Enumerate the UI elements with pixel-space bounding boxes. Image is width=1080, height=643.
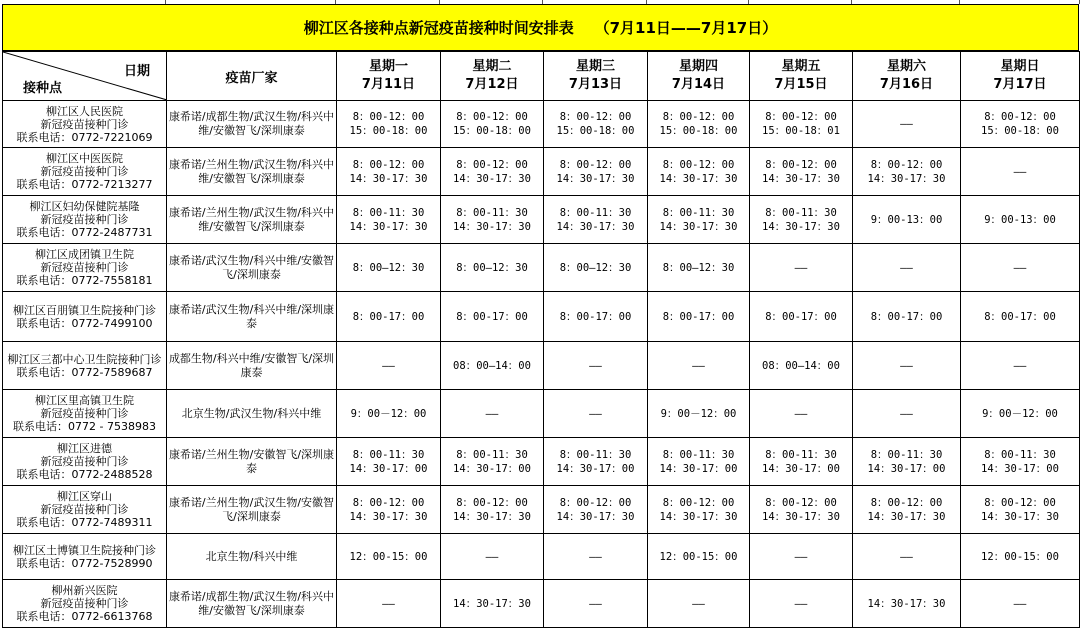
time-cell: 8：00-11：30 14：30-17：30 bbox=[337, 196, 441, 244]
time-cell: 8：00-11：30 14：30-17：00 bbox=[441, 438, 544, 486]
time-cell: —— bbox=[337, 342, 441, 390]
day-header bbox=[750, 52, 853, 101]
corner-site-label: 接种点 bbox=[23, 81, 63, 96]
time-cell: 9：00－12：00 bbox=[648, 390, 750, 438]
time-cell: 9：00-13：00 bbox=[853, 196, 961, 244]
schedule-table bbox=[2, 51, 1080, 628]
site-cell: 柳江区百朋镇卫生院接种门诊 联系电话：0772-7499100 bbox=[3, 292, 167, 342]
time-cell: —— bbox=[853, 101, 961, 148]
time-cell: 12：00-15：00 bbox=[648, 534, 750, 580]
time-cell: 12：00-15：00 bbox=[337, 534, 441, 580]
time-cell: 8：00-12：00 14：30-17：30 bbox=[961, 486, 1080, 534]
time-cell: —— bbox=[648, 342, 750, 390]
corner-date-label: 日期 bbox=[123, 64, 150, 79]
sheet-title: 柳江区各接种点新冠疫苗接种时间安排表 （7月11日——7月17日） bbox=[2, 4, 1079, 51]
date-label: 7月15日 bbox=[774, 77, 828, 92]
time-cell: 8：00-11：30 14：30-17：30 bbox=[648, 196, 750, 244]
time-cell: 8：00-11：30 14：30-17：30 bbox=[750, 196, 853, 244]
time-cell: 9：00-13：00 bbox=[961, 196, 1080, 244]
time-cell: —— bbox=[544, 390, 648, 438]
date-label: 7月12日 bbox=[465, 77, 519, 92]
time-cell: 9：00－12：00 bbox=[961, 390, 1080, 438]
time-cell: 8：00-12：00 14：30-17：30 bbox=[853, 148, 961, 196]
time-cell: 8：00-12：00 15：00-18：00 bbox=[544, 101, 648, 148]
site-cell: 柳江区里高镇卫生院 新冠疫苗接种门诊 联系电话：0772 - 7538983 bbox=[3, 390, 167, 438]
time-cell: —— bbox=[853, 534, 961, 580]
maker-cell: 成都生物/科兴中维/安徽智飞/深圳康泰 bbox=[167, 342, 337, 390]
time-cell: 08：00—14：00 bbox=[441, 342, 544, 390]
time-cell: 8：00-11：30 14：30-17：30 bbox=[441, 196, 544, 244]
time-cell: —— bbox=[853, 244, 961, 292]
day-header bbox=[853, 52, 961, 101]
time-cell: 8：00-12：00 14：30-17：30 bbox=[337, 486, 441, 534]
table-row bbox=[3, 244, 1080, 292]
site-cell: 柳江区穿山 新冠疫苗接种门诊 联系电话：0772-7489311 bbox=[3, 486, 167, 534]
maker-cell: 康希诺/兰州生物/安徽智飞/深圳康泰 bbox=[167, 438, 337, 486]
time-cell: 8：00-12：00 14：30-17：30 bbox=[441, 486, 544, 534]
time-cell: —— bbox=[750, 390, 853, 438]
time-cell: 8：00-12：00 15：00-18：00 bbox=[337, 101, 441, 148]
maker-cell: 康希诺/成都生物/武汉生物/科兴中维/安徽智飞/深圳康泰 bbox=[167, 580, 337, 628]
time-cell: 8：00-12：00 14：30-17：30 bbox=[750, 486, 853, 534]
time-cell: 8：00-17：00 bbox=[853, 292, 961, 342]
time-cell: 8：00-17：00 bbox=[544, 292, 648, 342]
time-cell: —— bbox=[441, 390, 544, 438]
time-cell: —— bbox=[961, 342, 1080, 390]
table-row bbox=[3, 390, 1080, 438]
table-row bbox=[3, 292, 1080, 342]
time-cell: 8：00-11：30 14：30-17：00 bbox=[648, 438, 750, 486]
weekday-label: 星期四 bbox=[678, 59, 718, 74]
weekday-label: 星期三 bbox=[575, 59, 615, 74]
time-cell: —— bbox=[961, 244, 1080, 292]
time-cell: 8：00-17：00 bbox=[337, 292, 441, 342]
time-cell: 8：00-12：00 14：30-17：30 bbox=[441, 148, 544, 196]
site-cell: 柳州新兴医院 新冠疫苗接种门诊 联系电话：0772-6613768 bbox=[3, 580, 167, 628]
time-cell: —— bbox=[961, 580, 1080, 628]
table-row bbox=[3, 580, 1080, 628]
time-cell: 8：00—12：30 bbox=[544, 244, 648, 292]
maker-cell: 北京生物/科兴中维 bbox=[167, 534, 337, 580]
time-cell: 8：00-12：00 14：30-17：30 bbox=[544, 486, 648, 534]
maker-cell: 康希诺/成都生物/武汉生物/科兴中维/安徽智飞/深圳康泰 bbox=[167, 101, 337, 148]
date-label: 7月11日 bbox=[361, 77, 416, 92]
time-cell: 8：00-17：00 bbox=[441, 292, 544, 342]
day-header bbox=[648, 52, 750, 101]
time-cell: 8：00-12：00 14：30-17：30 bbox=[853, 486, 961, 534]
table-row bbox=[3, 342, 1080, 390]
table-row bbox=[3, 534, 1080, 580]
time-cell: 8：00-11：30 14：30-17：00 bbox=[853, 438, 961, 486]
day-header bbox=[961, 52, 1080, 101]
site-cell: 柳江区妇幼保健院基隆 新冠疫苗接种门诊 联系电话：0772-2487731 bbox=[3, 196, 167, 244]
time-cell: 8：00-11：30 14：30-17：00 bbox=[337, 438, 441, 486]
date-label: 7月17日 bbox=[993, 77, 1047, 92]
time-cell: —— bbox=[853, 390, 961, 438]
weekday-label: 星期六 bbox=[886, 59, 926, 74]
site-cell: 柳江区成团镇卫生院 新冠疫苗接种门诊 联系电话：0772-7558181 bbox=[3, 244, 167, 292]
time-cell: —— bbox=[853, 342, 961, 390]
maker-cell: 康希诺/兰州生物/武汉生物/科兴中维/安徽智飞/深圳康泰 bbox=[167, 148, 337, 196]
time-cell: —— bbox=[544, 342, 648, 390]
day-header bbox=[441, 52, 544, 101]
weekday-label: 星期五 bbox=[781, 59, 821, 74]
site-cell: 柳江区人民医院 新冠疫苗接种门诊 联系电话：0772-7221069 bbox=[3, 101, 167, 148]
time-cell: —— bbox=[337, 580, 441, 628]
time-cell: 8：00-12：00 15：00-18：00 bbox=[961, 101, 1080, 148]
time-cell: 14：30-17：30 bbox=[853, 580, 961, 628]
maker-cell: 康希诺/兰州生物/武汉生物/科兴中维/安徽智飞/深圳康泰 bbox=[167, 196, 337, 244]
table-row bbox=[3, 196, 1080, 244]
maker-cell: 康希诺/兰州生物/武汉生物/安徽智飞/深圳康泰 bbox=[167, 486, 337, 534]
weekday-label: 星期二 bbox=[472, 59, 512, 74]
time-cell: —— bbox=[648, 580, 750, 628]
maker-cell: 康希诺/武汉生物/科兴中维/安徽智飞/深圳康泰 bbox=[167, 244, 337, 292]
time-cell: 8：00-12：00 15：00-18：00 bbox=[441, 101, 544, 148]
time-cell: 8：00-17：00 bbox=[961, 292, 1080, 342]
time-cell: 8：00-12：00 14：30-17：30 bbox=[648, 148, 750, 196]
time-cell: 8：00—12：30 bbox=[337, 244, 441, 292]
time-cell: —— bbox=[750, 580, 853, 628]
time-cell: 08：00—14：00 bbox=[750, 342, 853, 390]
time-cell: 8：00—12：30 bbox=[441, 244, 544, 292]
schedule-body bbox=[3, 101, 1080, 628]
time-cell: 8：00-12：00 15：00-18：01 bbox=[750, 101, 853, 148]
time-cell: 8：00-11：30 14：30-17：00 bbox=[544, 438, 648, 486]
time-cell: —— bbox=[750, 244, 853, 292]
time-cell: 8：00-12：00 14：30-17：30 bbox=[750, 148, 853, 196]
time-cell: 8：00-12：00 14：30-17：30 bbox=[544, 148, 648, 196]
site-cell: 柳江区中医医院 新冠疫苗接种门诊 联系电话：0772-7213277 bbox=[3, 148, 167, 196]
table-row bbox=[3, 148, 1080, 196]
maker-cell: 北京生物/武汉生物/科兴中维 bbox=[167, 390, 337, 438]
time-cell: 8：00-12：00 14：30-17：30 bbox=[337, 148, 441, 196]
time-cell: 8：00-12：00 15：00-18：00 bbox=[648, 101, 750, 148]
day-header bbox=[544, 52, 648, 101]
table-row bbox=[3, 101, 1080, 148]
table-row bbox=[3, 438, 1080, 486]
site-cell: 柳江区三都中心卫生院接种门诊 联系电话：0772-7589687 bbox=[3, 342, 167, 390]
site-cell: 柳江区进德 新冠疫苗接种门诊 联系电话：0772-2488528 bbox=[3, 438, 167, 486]
time-cell: 12：00-15：00 bbox=[961, 534, 1080, 580]
weekday-label: 星期日 bbox=[1000, 59, 1040, 74]
time-cell: 8：00—12：30 bbox=[648, 244, 750, 292]
time-cell: —— bbox=[544, 580, 648, 628]
table-row bbox=[3, 486, 1080, 534]
time-cell: 8：00-11：30 14：30-17：30 bbox=[544, 196, 648, 244]
time-cell: 8：00-17：00 bbox=[648, 292, 750, 342]
date-label: 7月16日 bbox=[879, 77, 934, 92]
corner-header bbox=[3, 52, 167, 101]
time-cell: 8：00-17：00 bbox=[750, 292, 853, 342]
time-cell: 8：00-11：30 14：30-17：00 bbox=[750, 438, 853, 486]
time-cell: 8：00-12：00 14：30-17：30 bbox=[648, 486, 750, 534]
time-cell: 8：00-11：30 14：30-17：00 bbox=[961, 438, 1080, 486]
time-cell: —— bbox=[544, 534, 648, 580]
time-cell: —— bbox=[441, 534, 544, 580]
maker-header: 疫苗厂家 bbox=[167, 52, 337, 101]
weekday-label: 星期一 bbox=[368, 59, 408, 74]
maker-cell: 康希诺/武汉生物/科兴中维/深圳康泰 bbox=[167, 292, 337, 342]
time-cell: 14：30-17：30 bbox=[441, 580, 544, 628]
header-row bbox=[3, 52, 1080, 101]
date-label: 7月14日 bbox=[671, 77, 726, 92]
day-header bbox=[337, 52, 441, 101]
time-cell: —— bbox=[961, 148, 1080, 196]
date-label: 7月13日 bbox=[568, 77, 623, 92]
time-cell: —— bbox=[750, 534, 853, 580]
site-cell: 柳江区土博镇卫生院接种门诊 联系电话：0772-7528990 bbox=[3, 534, 167, 580]
time-cell: 9：00－12：00 bbox=[337, 390, 441, 438]
